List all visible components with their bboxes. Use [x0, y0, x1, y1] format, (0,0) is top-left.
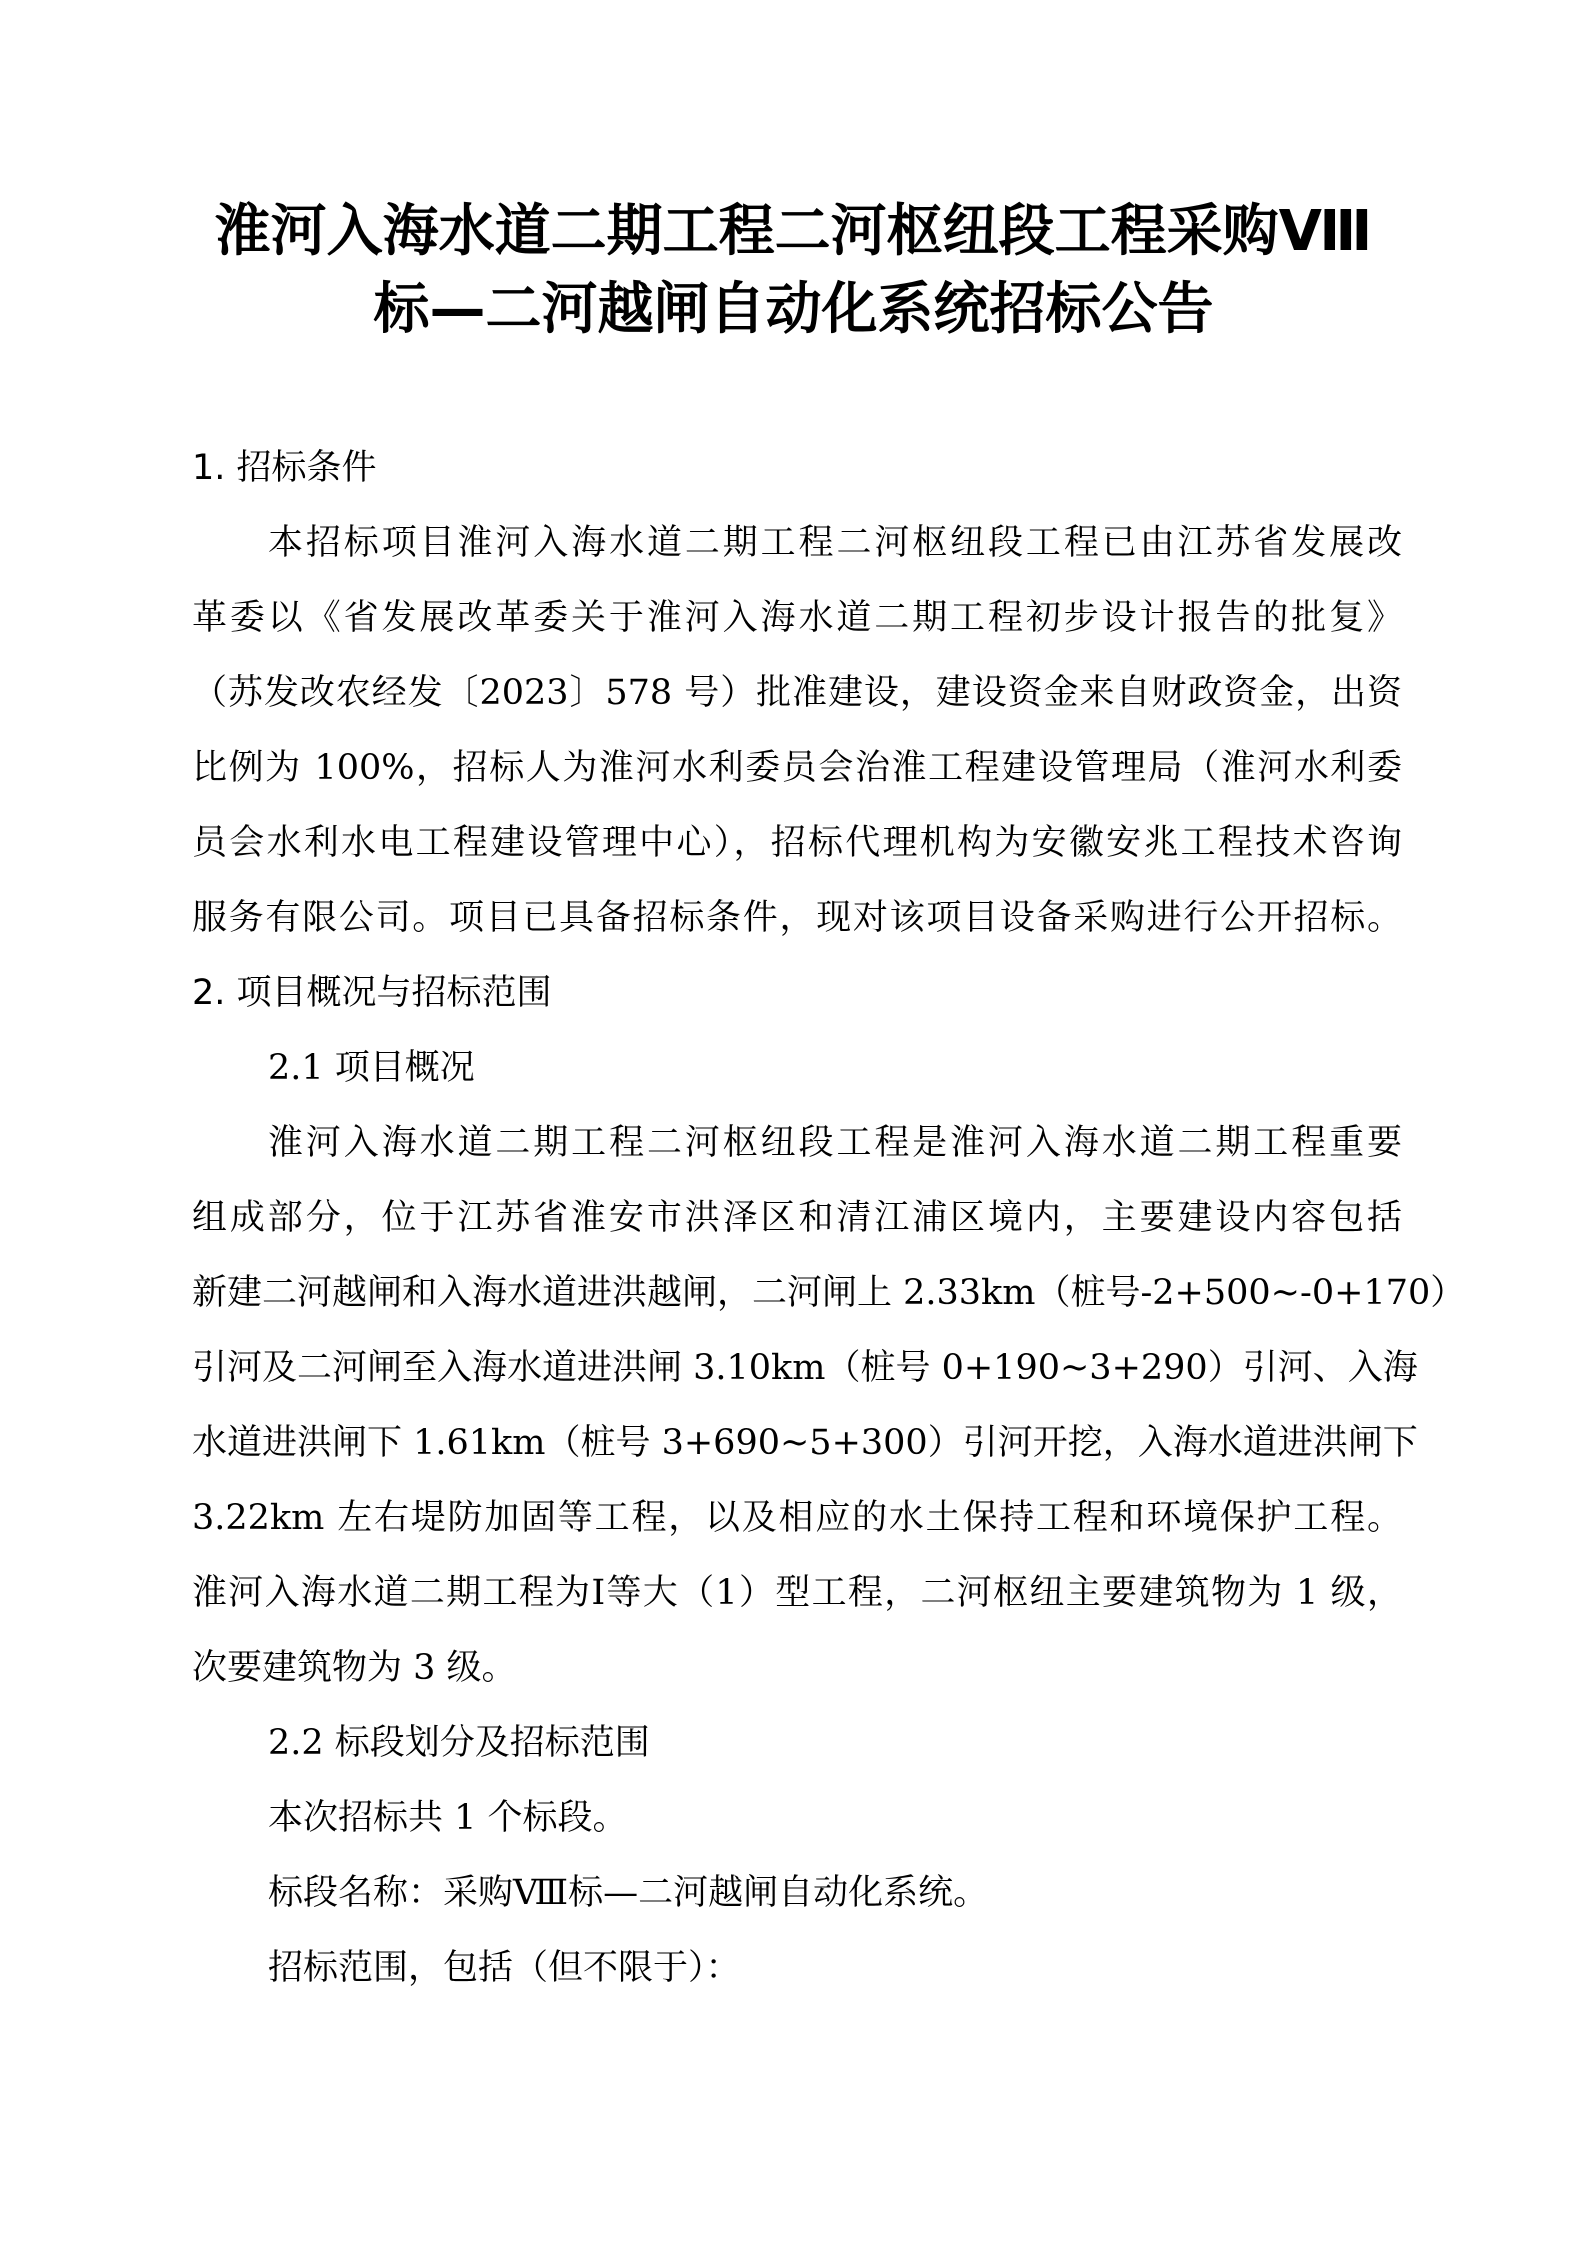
subsection-2-2-paragraph-line: 标段名称：采购Ⅷ标—二河越闸自动化系统。: [268, 1873, 989, 1913]
subsection-2-1-paragraph-line: 引河及二河闸至入海水道进洪闸 3.10km（桩号 0+190~3+290）引河、入海: [192, 1348, 1418, 1388]
subsection-2-1-paragraph-line: 淮河入海水道二期工程为Ⅰ等大（1）型工程，二河枢纽主要建筑物为 1 级，: [192, 1573, 1402, 1613]
section-1-heading: 1. 招标条件: [192, 448, 377, 488]
subsection-2-1-heading: 2.1 项目概况: [268, 1048, 475, 1088]
subsection-2-1-paragraph-line: 3.22km 左右堤防加固等工程，以及相应的水土保持工程和环境保护工程。: [192, 1498, 1402, 1538]
subsection-2-1-paragraph-line: 水道进洪闸下 1.61km（桩号 3+690~5+300）引河开挖，入海水道进洪闸下: [192, 1423, 1418, 1463]
section-1-paragraph-line: 革委以《省发展改革委关于淮河入海水道二期工程初步设计报告的批复》: [192, 598, 1402, 638]
section-1-paragraph-line: 员会水利水电工程建设管理中心），招标代理机构为安徽安兆工程技术咨询: [192, 823, 1402, 863]
subsection-2-2-paragraph-line: 招标范围，包括（但不限于）：: [268, 1948, 741, 1988]
subsection-2-1-paragraph-line: 新建二河越闸和入海水道进洪越闸，二河闸上 2.33km（桩号-2+500~-0+170）: [192, 1273, 1466, 1313]
subsection-2-1-paragraph-line: 组成部分，位于江苏省淮安市洪泽区和清江浦区境内，主要建设内容包括: [192, 1198, 1402, 1238]
document-title-line-1: 淮河入海水道二期工程二河枢纽段工程采购Ⅷ: [214, 199, 1373, 264]
section-1-paragraph-line: （苏发改农经发〔2023〕578 号）批准建设，建设资金来自财政资金，出资: [192, 673, 1402, 713]
section-1-paragraph-line: 服务有限公司。项目已具备招标条件，现对该项目设备采购进行公开招标。: [192, 898, 1402, 938]
subsection-2-2-paragraph-line: 本次招标共 1 个标段。: [268, 1798, 628, 1838]
subsection-2-1-paragraph-line: 次要建筑物为 3 级。: [192, 1648, 517, 1688]
section-1-paragraph-line: 本招标项目淮河入海水道二期工程二河枢纽段工程已由江苏省发展改: [268, 523, 1402, 563]
section-2-heading: 2. 项目概况与招标范围: [192, 973, 552, 1013]
subsection-2-1-paragraph-line: 淮河入海水道二期工程二河枢纽段工程是淮河入海水道二期工程重要: [268, 1123, 1402, 1163]
section-1-paragraph-line: 比例为 100%，招标人为淮河水利委员会治淮工程建设管理局（淮河水利委: [192, 748, 1402, 788]
subsection-2-2-heading: 2.2 标段划分及招标范围: [268, 1723, 650, 1763]
document-title-line-2: 标—二河越闸自动化系统招标公告: [373, 277, 1214, 342]
